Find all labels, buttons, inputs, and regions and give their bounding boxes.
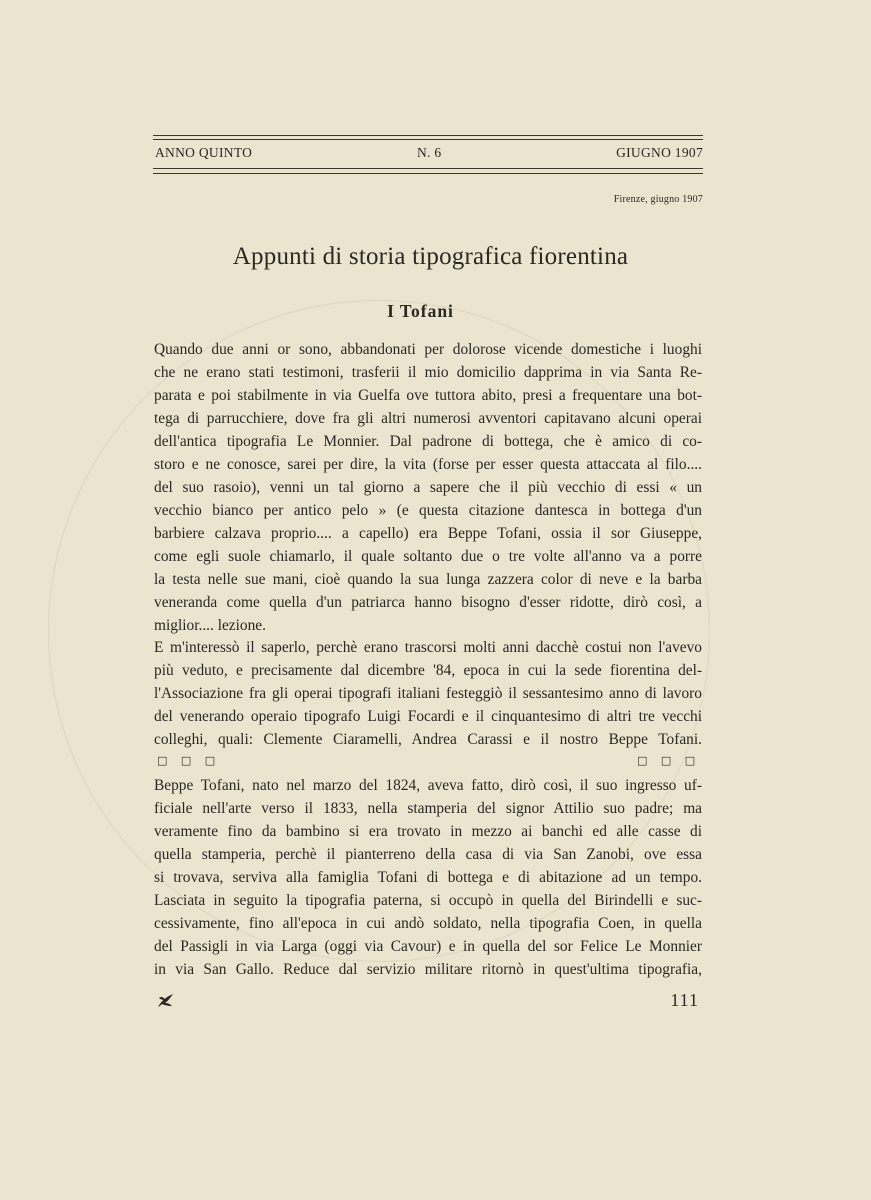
- text-line: colleghi, quali: Clemente Ciaramelli, Andrea Carassi e il nostro Beppe Tofani.: [154, 731, 702, 748]
- text-line: Quando due anni or sono, abbandonati per dolorose vicende domestiche i luoghi: [154, 341, 702, 358]
- header-rule-bottom-inner: [153, 168, 703, 169]
- text-line: parata e poi stabilmente in via Guelfa ove tuttora abito, presi a frequentare una bot-: [154, 387, 702, 404]
- text-line: tega di parrucchiere, dove fra gli altri numerosi avventori capitavano alcuni operai: [154, 410, 702, 427]
- running-header: [153, 145, 703, 165]
- article-subtitle: I Tofani: [387, 301, 454, 321]
- header-rule-top-inner: [153, 139, 703, 140]
- text-line: come egli suole chiamarlo, il quale soltanto due o tre volte all'anno va a porre: [154, 548, 702, 565]
- text-line: E m'interessò il saperlo, perchè erano trascorsi molti anni dacchè costui non l'avevo: [154, 639, 702, 656]
- paragraph-2: [154, 636, 702, 751]
- header-rule-bottom: [153, 173, 703, 174]
- fleuron-icon: [156, 992, 176, 1010]
- dateline: Firenze, giugno 1907: [613, 194, 703, 205]
- text-line: ficiale nell'arte verso il 1833, nella stamperia del signor Attilio suo padre; ma: [154, 800, 702, 817]
- text-line: del venerando operaio tipografo Luigi Focardi e il cinquantesimo di altri tre vecchi: [154, 708, 702, 725]
- text-line: miglior.... lezione.: [154, 617, 266, 634]
- issue-number: N. 6: [417, 145, 442, 160]
- issue-date: GIUGNO 1907: [616, 145, 703, 160]
- text-line: dell'antica tipografia Le Monnier. Dal padrone di bottega, che è amico di co-: [154, 433, 702, 450]
- text-line: più veduto, e precisamente dal dicembre '84, epoca in cui la sede fiorentina del-: [154, 662, 702, 679]
- text-line: veneranda come quella d'un patriarca hanno bisogno d'esser ridotte, dirò così, a: [154, 594, 702, 611]
- text-line: quella stamperia, perchè il pianterreno della casa di via San Zanobi, ove essa: [154, 846, 702, 863]
- header-rule-top: [153, 135, 703, 136]
- text-line: Lasciata in seguito la tipografia paterna, si occupò in quella del Birindelli e suc-: [154, 892, 702, 909]
- text-line: vecchio bianco per antico pelo » (e questa citazione dantesca in bottega d'un: [154, 502, 702, 519]
- text-line: veramente fino da bambino si era trovato in mezzo ai banchi ed alle casse di: [154, 823, 702, 840]
- paragraph-3: [154, 774, 702, 981]
- text-line: l'Associazione fra gli operai tipografi italiani festeggiò il sessantesimo anno di lavoro: [154, 685, 702, 702]
- text-line: cessivamente, fino all'epoca in cui andò soldato, nella tipografia Coen, in quella: [154, 915, 702, 932]
- section-separator-right: □ □ □: [637, 754, 701, 767]
- text-line: Beppe Tofani, nato nel marzo del 1824, aveva fatto, dirò così, il suo ingresso uf-: [154, 777, 702, 794]
- article-title: Appunti di storia tipografica fiorentina: [232, 243, 629, 270]
- volume-label: ANNO QUINTO: [155, 145, 253, 160]
- text-line: che ne erano stati testimoni, trasferii il mio domicilio dapprima in via Santa Re-: [154, 364, 702, 381]
- text-line: del Passigli in via Larga (oggi via Cavour) e in quella del sor Felice Le Monnier: [154, 938, 702, 955]
- text-line: storo e ne conosce, sarei per dire, la vita (forse per esser questa attaccata al filo....: [154, 456, 702, 473]
- page-number: 111: [670, 990, 699, 1010]
- text-line: barbiere calzava proprio.... a capello) era Beppe Tofani, ossia il sor Giuseppe,: [154, 525, 702, 542]
- text-line: del suo rasoio), venni un tal giorno a sapere che il più vecchio di essi « un: [154, 479, 702, 496]
- text-line: la testa nelle sue mani, cioè quando la sua lunga zazzera color di neve e la barba: [154, 571, 702, 588]
- section-separator-left: □ □ □: [157, 754, 221, 767]
- text-line: si trovava, serviva alla famiglia Tofani di bottega e di abitazione ad un tempo.: [154, 869, 702, 886]
- paragraph-1: [154, 338, 702, 637]
- text-line: in via San Gallo. Reduce dal servizio militare ritornò in quest'ultima tipografia,: [154, 961, 702, 978]
